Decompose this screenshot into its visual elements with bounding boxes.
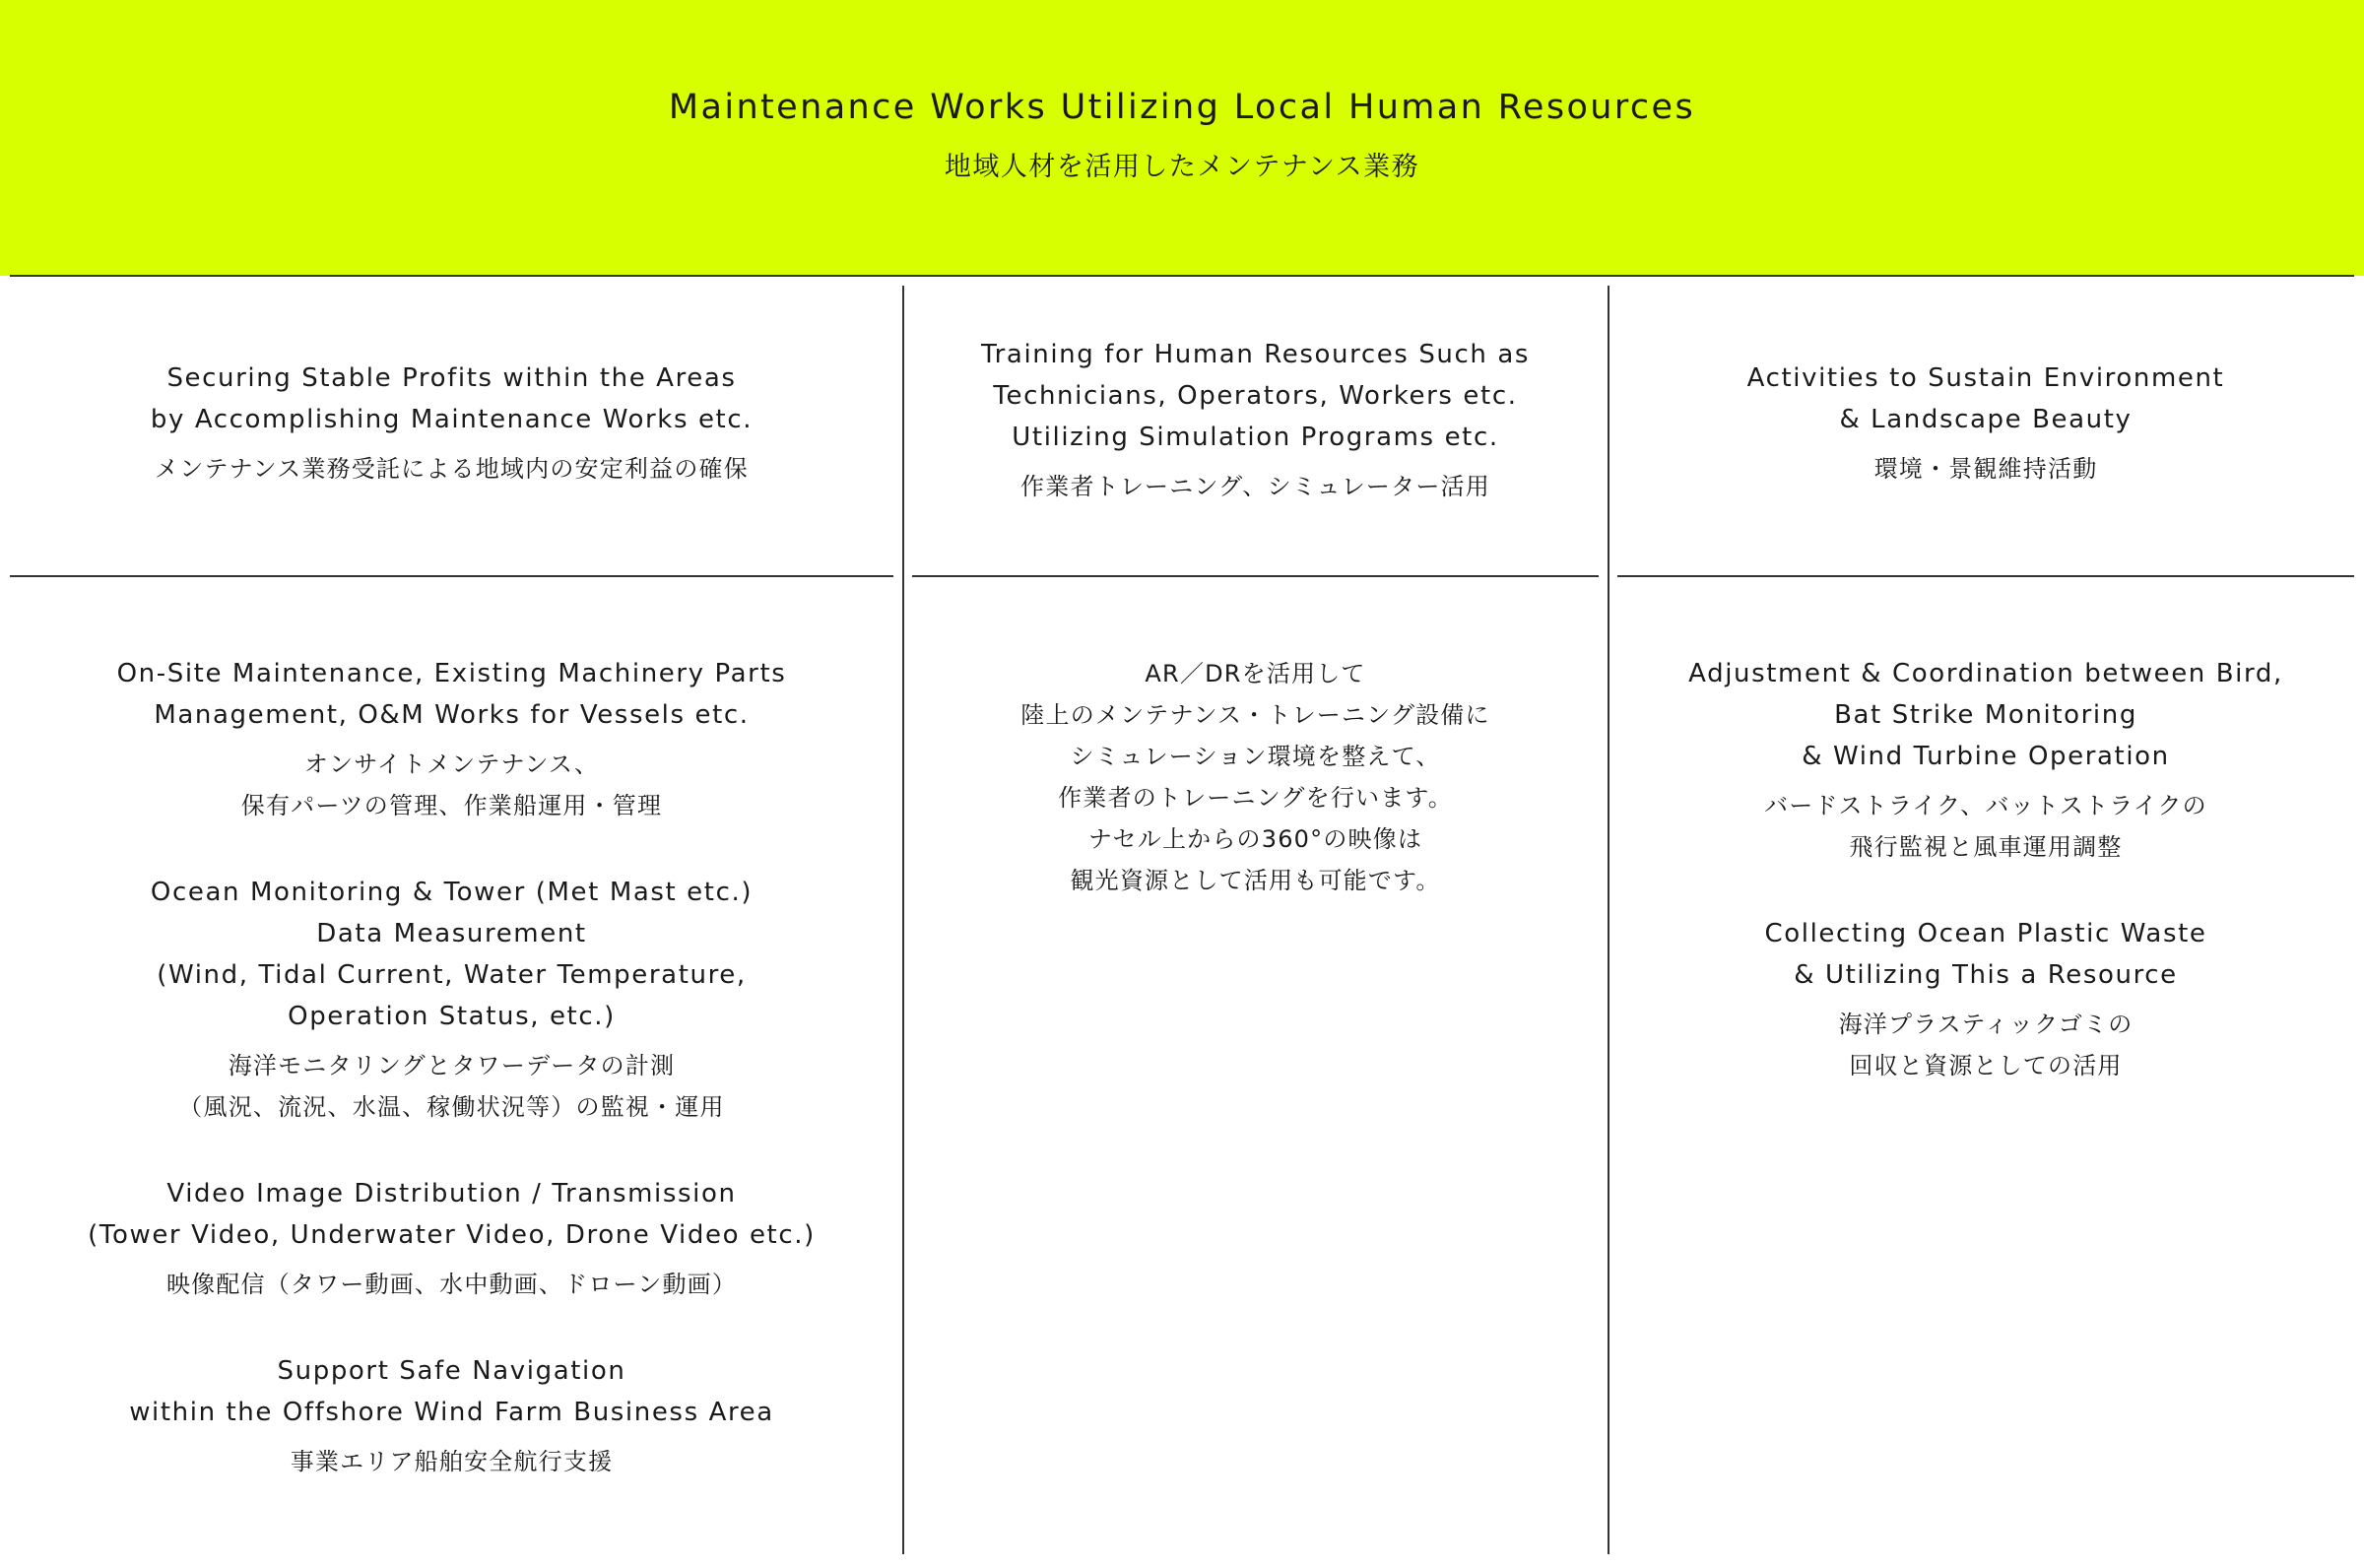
header-banner: [0, 0, 2364, 276]
top-cell-right: [1617, 358, 2354, 490]
service-jp: 事業エリア船舶安全航行支援: [290, 1448, 614, 1475]
page-subtitle: 地域人材を活用したメンテナンス業務: [944, 152, 1420, 182]
top-right-jp: 環境・景観維持活動: [1873, 455, 2098, 483]
column-divider-2: [1608, 286, 1609, 1554]
service-jp: オンサイトメンテナンス、 保有パーツの管理、作業船運用・管理: [240, 751, 663, 819]
training-description-jp: AR／DRを活用して 陸上のメンテナンス・トレーニング設備に シミュレーション環境を整えて、 作業者のトレーニングを行います。 ナセル上からの360°の映像は 観光資源として活用も可能です。: [1020, 660, 1490, 894]
top-right-en: Activities to Sustain Environment & Landscape Beauty: [1746, 363, 2225, 434]
bottom-cell-left: [10, 653, 893, 1482]
service-block: [10, 1173, 893, 1305]
service-jp: 海洋プラスティックゴミの 回収と資源としての活用: [1838, 1011, 2134, 1079]
service-en: Support Safe Navigation within the Offshore Wind Farm Business Area: [129, 1356, 774, 1427]
column-divider-1: [902, 286, 904, 1554]
top-center-jp: 作業者トレーニング、シミュレーター活用: [1020, 473, 1490, 500]
row-divider-right: [1617, 575, 2354, 577]
service-en: Adjustment & Coordination between Bird, Bat Strike Monitoring & Wind Turbine Operation: [1688, 659, 2283, 771]
service-jp: 海洋モニタリングとタワーデータの計測 （風況、流況、水温、稼働状況等）の監視・運用: [178, 1052, 725, 1121]
service-en: Ocean Monitoring & Tower (Met Mast etc.) Data Measurement (Wind, Tidal Current, Water Temperature, Operation Status, etc.): [150, 878, 754, 1031]
bottom-cell-right: [1617, 653, 2354, 1086]
top-cell-left: [10, 358, 893, 490]
top-center-en: Training for Human Resources Such as Technicians, Operators, Workers etc. Utilizing Simulation Programs etc.: [980, 340, 1531, 452]
service-block: [10, 1350, 893, 1482]
service-jp: 映像配信（タワー動画、水中動画、ドローン動画）: [165, 1271, 738, 1298]
service-jp: バードストライク、バットストライクの 飛行監視と風車運用調整: [1764, 792, 2207, 861]
page-title: Maintenance Works Utilizing Local Human Resources: [668, 88, 1696, 127]
bottom-cell-center: [912, 653, 1599, 901]
top-left-en: Securing Stable Profits within the Areas by Accomplishing Maintenance Works etc.: [150, 363, 754, 434]
header-divider: [10, 275, 2354, 277]
top-left-jp: メンテナンス業務受託による地域内の安定利益の確保: [155, 455, 749, 483]
service-block: [10, 872, 893, 1128]
row-divider-left: [10, 575, 893, 577]
service-block: [10, 653, 893, 826]
top-cell-center: [912, 334, 1599, 507]
service-en: Collecting Ocean Plastic Waste & Utilizing This a Resource: [1764, 919, 2207, 990]
service-en: Video Image Distribution / Transmission (Tower Video, Underwater Video, Drone Video etc.): [88, 1179, 816, 1250]
service-block: [1617, 913, 2354, 1086]
service-block: [1617, 653, 2354, 868]
row-divider-center: [912, 575, 1599, 577]
service-en: On-Site Maintenance, Existing Machinery Parts Management, O&M Works for Vessels etc.: [116, 659, 787, 730]
